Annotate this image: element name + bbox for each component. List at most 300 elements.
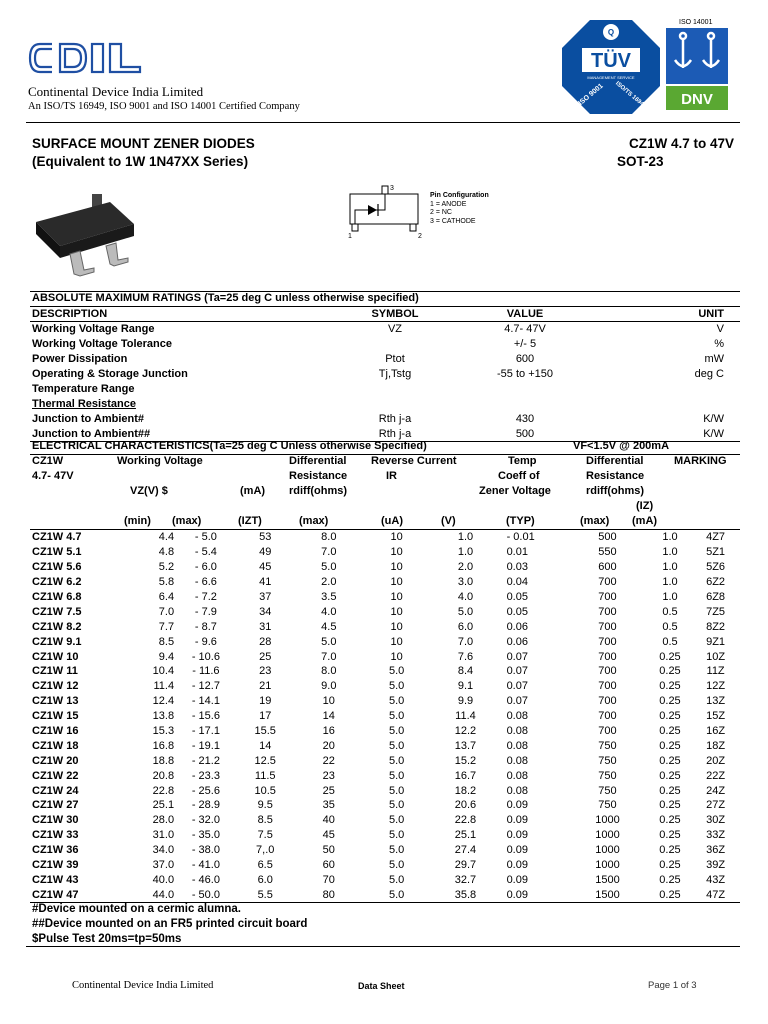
cell: - 5.4	[194, 546, 217, 559]
cell: 0.07	[506, 665, 528, 678]
cell: 70	[322, 873, 335, 886]
pin-configuration-diagram	[344, 184, 424, 242]
footer-rule	[26, 946, 740, 947]
cell: 6.4	[158, 591, 175, 603]
part-number-cell: CZ1W 30	[32, 814, 79, 827]
cell: 2.0	[457, 561, 474, 574]
tuv-iso9001: ISO 9001	[577, 82, 605, 108]
part-number-cell: CZ1W 7.5	[32, 605, 82, 618]
col-head-cz1w: CZ1W	[32, 455, 64, 467]
col-head-reverse-current: Reverse Current	[371, 455, 457, 467]
cell: 11.4	[455, 710, 476, 723]
cell: 8.5	[158, 635, 175, 648]
cell: 17	[259, 710, 272, 723]
dnv-certification-logo	[666, 28, 728, 110]
cell: 5.0	[388, 665, 405, 678]
cell: - 9.6	[194, 635, 217, 648]
cell: - 14.1	[191, 695, 220, 708]
table-row	[30, 724, 740, 739]
cell: 5.2	[158, 561, 175, 574]
cell: 28	[259, 635, 272, 648]
cell: Rth j-a	[335, 427, 455, 442]
cell: 60	[322, 859, 335, 872]
cell: Junction to Ambient##	[30, 427, 335, 442]
table-row	[30, 768, 740, 783]
cell: 0.08	[506, 725, 528, 738]
cell: 0.09	[506, 859, 528, 872]
cell: 700	[598, 620, 617, 633]
cell: 9.9	[457, 695, 474, 708]
cell: 0.25	[659, 695, 681, 708]
cell: 700	[598, 605, 617, 618]
cell: Tj,Tstg	[378, 368, 412, 380]
cell: 10	[322, 695, 335, 708]
cell: - 17.1	[191, 725, 220, 738]
cell: 0.07	[506, 695, 528, 708]
cell: 700	[598, 591, 617, 603]
table-row	[30, 694, 740, 709]
cell: 33Z	[706, 829, 726, 842]
part-number-cell: CZ1W 16	[32, 725, 79, 738]
table-row	[30, 858, 740, 873]
cell: 0.25	[659, 769, 681, 782]
cell: 6.5	[257, 859, 273, 872]
cell: 37.0	[152, 859, 175, 872]
table-row	[30, 783, 740, 798]
header-cell: SYMBOL	[335, 307, 455, 322]
cell: 1500	[595, 873, 620, 886]
table-row	[30, 545, 740, 560]
cell: 10	[390, 650, 403, 663]
cell: 7.7	[158, 620, 175, 633]
certification-line: An ISO/TS 16949, ISO 9001 and ISO 14001 Certified Company	[28, 101, 300, 112]
logo-text: CDIL	[84, 79, 88, 80]
cell: 25	[259, 650, 272, 663]
cell: Power Dissipation	[32, 353, 128, 365]
part-number-cell: CZ1W 6.2	[32, 576, 82, 589]
col-head-ua: (uA)	[381, 515, 403, 527]
cell: 6.0	[257, 873, 273, 886]
footer-doc-type: Data Sheet	[358, 981, 405, 991]
col-head-dyn2: Resistance	[586, 470, 645, 482]
footnote: #Device mounted on a cermic alumna.	[32, 903, 241, 915]
cell: 13.8	[152, 710, 175, 723]
cell: 750	[598, 754, 617, 767]
part-number-cell: CZ1W 24	[32, 784, 79, 797]
cell: 3.5	[321, 591, 337, 603]
cell: 30Z	[706, 814, 726, 827]
part-number-cell: CZ1W 4.7	[32, 531, 82, 544]
cell: 45	[322, 829, 335, 842]
header-cell: VALUE	[455, 307, 595, 322]
cell: 53	[259, 531, 272, 544]
cell: 1.0	[457, 546, 474, 559]
col-head-temp2: Coeff of	[498, 470, 540, 482]
cell: 11.5	[254, 769, 276, 782]
cell: 49	[259, 546, 272, 559]
cell: 13Z	[706, 695, 726, 708]
cell: 5.0	[388, 829, 405, 842]
cell: 5.0	[388, 695, 405, 708]
table-row	[30, 649, 740, 664]
cell: - 6.0	[194, 561, 217, 574]
table-row	[30, 753, 740, 768]
cell: 700	[598, 635, 617, 648]
col-head-vz: VZ(V) $	[130, 485, 168, 497]
iso14001-label: ISO 14001	[679, 19, 713, 26]
cell: 25.1	[152, 799, 175, 812]
footer-company: Continental Device India Limited	[72, 980, 214, 991]
cell: 5.0	[388, 754, 405, 767]
cell: 0.25	[659, 680, 681, 693]
cell: 0.25	[659, 650, 681, 663]
cell: -55 to +150	[497, 368, 553, 380]
cell: 5Z6	[706, 561, 726, 574]
cell: 0.06	[506, 620, 528, 633]
cell: 0.08	[506, 784, 528, 797]
cell: 0.25	[659, 725, 681, 738]
cell: 5.0	[388, 739, 405, 752]
cell: 0.25	[659, 739, 681, 752]
cell: 18Z	[706, 739, 726, 752]
cell: - 38.0	[191, 844, 220, 857]
cell: - 28.9	[191, 799, 220, 812]
cell: 23	[322, 769, 335, 782]
cell: 4.5	[321, 620, 337, 633]
cell: 15.5	[254, 725, 276, 738]
cell: 31	[259, 620, 272, 633]
col-head-max3: (max)	[580, 515, 610, 527]
cell: 18.8	[152, 754, 175, 767]
cell: 750	[598, 739, 617, 752]
cell: 18.2	[454, 784, 477, 797]
cell: - 41.0	[191, 859, 220, 872]
cell: - 7.9	[194, 605, 217, 618]
electrical-characteristics-table	[30, 530, 740, 903]
part-number-cell: CZ1W 27	[32, 799, 79, 812]
cell: 22.8	[454, 814, 477, 827]
cell: 0.25	[659, 665, 681, 678]
cell: 31.0	[152, 829, 175, 842]
cell: 0.25	[659, 754, 681, 767]
cell: 29.7	[454, 859, 477, 872]
cell: 0.25	[659, 873, 681, 886]
pin-configuration-legend	[430, 192, 489, 226]
part-range: CZ1W 4.7 to 47V	[628, 136, 734, 151]
cell: 5.0	[457, 605, 474, 618]
pin-config-line: 2 = NC	[430, 209, 452, 216]
cell: 50	[322, 844, 335, 857]
cell: 35.8	[428, 887, 502, 902]
col-head-v: (V)	[441, 515, 456, 527]
cell: 5.0	[388, 844, 405, 857]
cell: 8.4	[457, 665, 474, 678]
cell: deg C	[694, 368, 724, 380]
cell: 430	[515, 413, 535, 425]
cell: VZ	[387, 323, 403, 336]
col-head-range: 4.7- 47V	[32, 470, 74, 482]
cell: 750	[598, 799, 617, 812]
cell: 39Z	[706, 859, 726, 872]
table-row	[30, 397, 740, 412]
pin-config-line: 3 = CATHODE	[430, 217, 476, 225]
svg-text:Q: Q	[607, 28, 615, 37]
cell: V	[716, 323, 724, 336]
table-header-row	[30, 307, 740, 322]
cell: - 46.0	[191, 873, 220, 886]
cell: 0.25	[659, 829, 681, 842]
cell: 8.0	[321, 665, 337, 678]
cell: 0.05	[506, 605, 528, 618]
cell: - 23.3	[191, 769, 220, 782]
cell: 0.05	[506, 591, 528, 603]
cell: 700	[598, 710, 617, 723]
cell: 16	[322, 725, 335, 738]
cell: 10	[390, 561, 403, 574]
col-head-ma: (mA)	[240, 485, 266, 497]
part-number-cell: CZ1W 8.2	[32, 620, 82, 633]
cell: K/W	[703, 413, 724, 425]
cell: 40	[322, 814, 335, 827]
pin-config-heading: Pin Configuration	[430, 192, 489, 199]
cell: 0.09	[506, 799, 528, 812]
cell: 0.25	[659, 784, 681, 797]
cell: 5.5	[238, 887, 293, 902]
part-number-cell: CZ1W 15	[32, 710, 79, 723]
col-head-iz: (IZ)	[636, 500, 654, 512]
cell: Rth j-a	[378, 413, 412, 425]
table-row	[30, 887, 740, 902]
cell: 9.5	[257, 799, 273, 812]
tuv-text: TÜV	[591, 50, 631, 72]
cell: 5.0	[388, 873, 405, 886]
cell: 0.06	[506, 635, 528, 648]
cell: 5.0	[388, 784, 405, 797]
footnotes	[32, 902, 307, 947]
cell: - 35.0	[191, 829, 220, 842]
cell: 0.08	[506, 710, 528, 723]
cell: 7,.0	[256, 844, 275, 857]
cell: - 6.6	[194, 576, 217, 589]
cell: 700	[598, 576, 617, 589]
col-head-dyn3: rdiff(ohms)	[586, 485, 645, 497]
table-row	[30, 798, 740, 813]
cell	[595, 382, 740, 397]
cell: 750	[598, 769, 617, 782]
cell: 20	[322, 739, 335, 752]
cell: 8.5	[257, 814, 273, 827]
tuv-certification-seal	[560, 18, 662, 116]
cell: 11Z	[706, 665, 725, 678]
part-number-cell: CZ1W 22	[32, 769, 79, 782]
cell: 0.25	[659, 859, 681, 872]
table-row	[30, 337, 740, 352]
cell: 22	[322, 754, 335, 767]
cell: 4.0	[321, 605, 337, 618]
part-number-cell: CZ1W 10	[32, 650, 79, 663]
cell: 0.5	[662, 605, 678, 618]
cell: - 25.6	[191, 784, 220, 797]
cell: - 11.6	[192, 665, 220, 678]
cell: 9Z1	[706, 635, 726, 648]
cell: 13.7	[454, 739, 477, 752]
cell	[595, 397, 740, 412]
cell: 10.5	[254, 784, 276, 797]
col-head-marking: MARKING	[674, 455, 727, 467]
cell: 1500	[566, 887, 649, 902]
cell: 0.5	[662, 620, 678, 633]
cell: 700	[598, 725, 617, 738]
part-number-cell: CZ1W 36	[32, 844, 79, 857]
cell: 600	[515, 353, 535, 365]
cell: 700	[598, 665, 617, 678]
cell: 43Z	[706, 873, 726, 886]
cell: 5.0	[365, 887, 429, 902]
cell: 5Z1	[706, 546, 726, 559]
footer-page-number: Page 1 of 3	[648, 980, 697, 991]
cell: - 15.6	[191, 710, 220, 723]
table-row	[30, 619, 740, 634]
col-head-max2: (max)	[299, 515, 329, 527]
table-row	[30, 590, 740, 605]
cell: 36Z	[706, 844, 726, 857]
cell: - 21.2	[191, 754, 220, 767]
cell	[335, 397, 455, 412]
cell: 1.0	[457, 531, 474, 544]
cell: 7.0	[321, 650, 337, 663]
cell: 11.4	[153, 680, 175, 693]
col-head-min: (min)	[124, 515, 151, 527]
cell: 1000	[595, 859, 620, 872]
cell: 5.0	[388, 710, 405, 723]
cell: 0.25	[659, 844, 681, 857]
part-number-cell: CZ1W 43	[32, 873, 79, 886]
table-row	[30, 679, 740, 694]
cell: 37	[259, 591, 272, 603]
cell: 7.0	[321, 546, 337, 559]
cell: 0.25	[659, 799, 681, 812]
cell: 15.3	[152, 725, 175, 738]
cell: 7.5	[257, 829, 273, 842]
col-head-ma2: (mA)	[632, 515, 658, 527]
part-number-cell: CZ1W 11	[32, 665, 78, 678]
table-row	[30, 709, 740, 724]
cell: K/W	[595, 427, 740, 442]
table-row	[30, 322, 740, 337]
cell: 15Z	[706, 710, 726, 723]
cell: 16.8	[152, 739, 175, 752]
cell: 9.1	[457, 680, 474, 693]
cell: 9.4	[158, 650, 175, 663]
cell: 10	[390, 620, 403, 633]
cell: 10	[390, 591, 403, 603]
cell: - 32.0	[191, 814, 220, 827]
cell: - 19.1	[191, 739, 220, 752]
cell: 1.0	[662, 576, 678, 589]
cell: 25	[322, 784, 335, 797]
cell: 4.8	[158, 546, 175, 559]
cell: 20Z	[706, 754, 726, 767]
cell: 0.5	[662, 635, 678, 648]
table-row	[30, 813, 740, 828]
cell: Junction to Ambient#	[32, 413, 145, 425]
cell: 12.4	[152, 695, 175, 708]
part-number-cell: CZ1W 9.1	[32, 635, 82, 648]
table-row	[30, 664, 740, 679]
col-head-diff3: rdiff(ohms)	[289, 485, 348, 497]
cell: 3.0	[457, 576, 474, 589]
cell: - 50.0	[174, 887, 238, 902]
cell: 32.7	[454, 873, 477, 886]
cell: 9.0	[321, 680, 337, 693]
col-head-ir: IR	[386, 470, 397, 482]
cell: 700	[598, 650, 617, 663]
cell: 10Z	[706, 650, 726, 663]
cell: - 10.6	[191, 650, 220, 663]
cell	[335, 337, 455, 352]
table-row	[30, 575, 740, 590]
cell: 12Z	[706, 680, 726, 693]
table-row	[30, 412, 740, 427]
cell: 0.01	[506, 546, 528, 559]
cell: 0.07	[506, 650, 528, 663]
part-number-cell: CZ1W 39	[32, 859, 79, 872]
cell: 27Z	[706, 799, 726, 812]
cell: 4.7- 47V	[504, 323, 546, 336]
cell: 14	[259, 739, 272, 752]
cell: 4Z7	[706, 531, 726, 544]
cell: 5.0	[388, 680, 405, 693]
cell: 12.5	[254, 754, 276, 767]
pin-2-label: 2	[418, 233, 422, 240]
cell: 750	[598, 784, 617, 797]
dnv-text: DNV	[681, 91, 713, 108]
table-row	[30, 530, 740, 545]
cell: 0.25	[659, 710, 681, 723]
sot23-package-image	[30, 192, 140, 278]
cell: mW	[704, 353, 724, 365]
cell	[455, 397, 595, 412]
cell: 1000	[595, 844, 620, 857]
cell: 41	[259, 576, 272, 589]
part-number-cell: CZ1W 47	[30, 887, 125, 902]
cell: 5.8	[158, 576, 175, 589]
header-cell: UNIT	[595, 307, 740, 322]
cell: 1.0	[662, 591, 678, 603]
cell: 6.0	[457, 620, 474, 633]
cell: 700	[598, 695, 617, 708]
cell: 20.8	[152, 769, 175, 782]
cell: 10.4	[152, 665, 175, 678]
cell: 600	[598, 561, 617, 574]
col-head-izt: (IZT)	[238, 515, 262, 527]
cell: 34	[259, 605, 272, 618]
cell: 10	[390, 576, 403, 589]
header-cell: DESCRIPTION	[30, 307, 335, 322]
part-number-cell: CZ1W 20	[32, 754, 79, 767]
cell: 14	[322, 710, 335, 723]
cell: 22.8	[152, 784, 175, 797]
cell: - 7.2	[194, 591, 217, 603]
cell: 19	[259, 695, 272, 708]
tuv-isots: ISO/TS 16949	[614, 80, 648, 110]
cell: 4.4	[158, 531, 175, 544]
forward-voltage-note: VF<1.5V @ 200mA	[573, 440, 670, 452]
cell: 5.0	[388, 859, 405, 872]
cell: Ptot	[385, 353, 405, 365]
cell: 0.09	[506, 829, 528, 842]
cell: 6Z2	[706, 576, 726, 589]
